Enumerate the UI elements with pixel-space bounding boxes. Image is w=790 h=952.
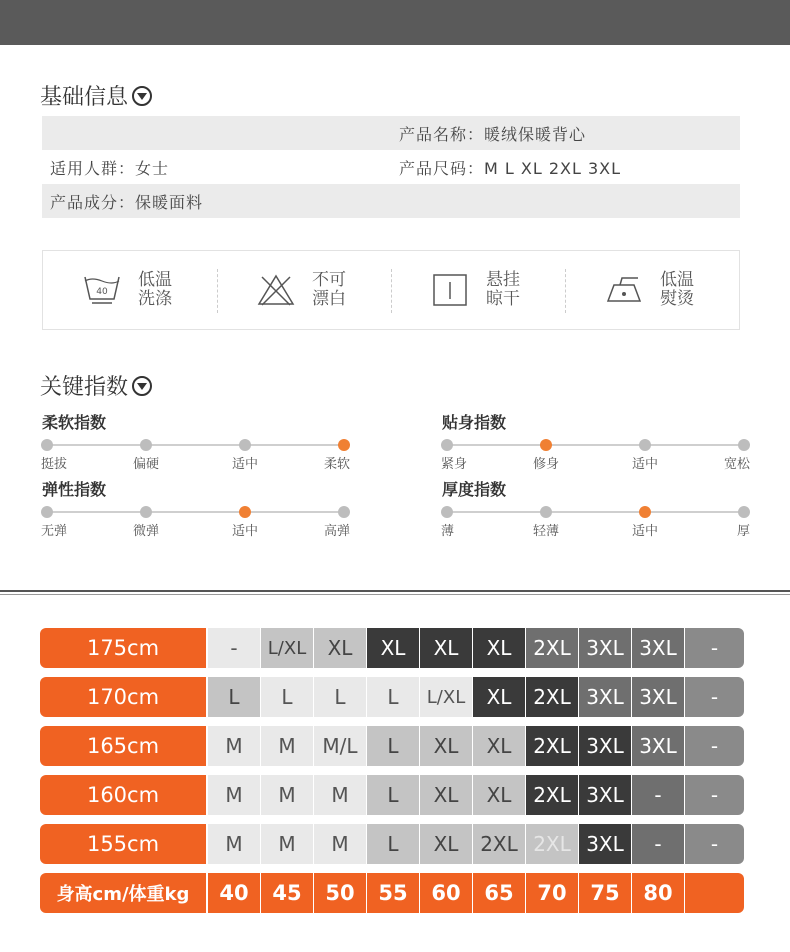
- scale-tick-label: 轻薄: [532, 524, 560, 539]
- scale-tick-label: 适中: [231, 457, 259, 472]
- scale-tick-label: 宽松: [723, 457, 750, 472]
- care-dry: 悬挂晾干: [391, 251, 565, 329]
- scale-dot-selected: [540, 439, 552, 451]
- scale-tick-label: 厚: [736, 524, 750, 539]
- size-cell: L/XL: [261, 628, 313, 668]
- weight-cell: 65: [473, 873, 525, 913]
- size-cell: 2XL: [526, 628, 578, 668]
- scale-track: [447, 444, 744, 446]
- size-cell: XL: [473, 775, 525, 815]
- weight-cell: 50: [314, 873, 366, 913]
- size-row: [40, 824, 746, 864]
- size-cell: XL: [473, 726, 525, 766]
- care-instructions: [42, 250, 740, 330]
- wash-40-icon: [82, 273, 122, 307]
- size-cell: XL: [420, 726, 472, 766]
- svg-text:40: 40: [96, 287, 108, 297]
- basic-info-table: [42, 116, 740, 218]
- weight-cell: 60: [420, 873, 472, 913]
- weight-cell: 40: [208, 873, 260, 913]
- height-weight-label: 身高cm/体重kg: [40, 873, 206, 913]
- size-row: [40, 726, 746, 766]
- weight-cell: 70: [526, 873, 578, 913]
- size-cell: 2XL: [526, 677, 578, 717]
- size-cell: 3XL: [579, 775, 631, 815]
- size-cell: L/XL: [420, 677, 472, 717]
- scale-tick-label: 紧身: [441, 457, 468, 472]
- care-iron: 低温熨烫: [565, 251, 739, 329]
- size-cell: L: [367, 726, 419, 766]
- height-label: 165cm: [40, 726, 206, 766]
- size-cell: M/L: [314, 726, 366, 766]
- weight-cell: 75: [579, 873, 631, 913]
- scale-tick-label: 柔软: [323, 457, 350, 472]
- weight-cell: [685, 873, 744, 913]
- size-cell: 3XL: [632, 726, 684, 766]
- size-cell: 2XL: [526, 824, 578, 864]
- section-divider: [0, 590, 790, 592]
- scale-track: [47, 444, 344, 446]
- size-cell: L: [367, 775, 419, 815]
- top-banner: [0, 0, 790, 45]
- scale-dot: [338, 506, 350, 518]
- thickness-scale: [442, 506, 749, 540]
- size-cell: XL: [473, 628, 525, 668]
- size-cell: 2XL: [526, 775, 578, 815]
- size-cell: -: [632, 775, 684, 815]
- info-row: 适用人群：女士 产品尺码：M L XL 2XL 3XL: [50, 158, 622, 178]
- height-label: 170cm: [40, 677, 206, 717]
- size-cell: M: [261, 726, 313, 766]
- height-label: 175cm: [40, 628, 206, 668]
- size-cell: L: [208, 677, 260, 717]
- size-cell: -: [685, 628, 744, 668]
- scale-tick-label: 适中: [631, 457, 659, 472]
- weight-cell: 80: [632, 873, 684, 913]
- size-cell: -: [208, 628, 260, 668]
- height-label: 155cm: [40, 824, 206, 864]
- size-cell: XL: [473, 677, 525, 717]
- size-cell: XL: [314, 628, 366, 668]
- size-cell: 2XL: [473, 824, 525, 864]
- scale-dot: [441, 506, 453, 518]
- size-cell: 3XL: [579, 628, 631, 668]
- size-row: [40, 677, 746, 717]
- size-cell: 3XL: [632, 677, 684, 717]
- scale-dot: [239, 439, 251, 451]
- scale-tick-label: 薄: [441, 524, 455, 539]
- scale-tick-label: 无弹: [41, 524, 68, 539]
- chevron-down-icon: [132, 86, 152, 106]
- size-cell: L: [367, 824, 419, 864]
- weight-cell: 55: [367, 873, 419, 913]
- scale-tick-label: 高弹: [323, 524, 350, 539]
- scale-tick-label: 修身: [532, 457, 560, 472]
- size-cell: -: [685, 677, 744, 717]
- scale-dot: [41, 439, 53, 451]
- scale-dot: [441, 439, 453, 451]
- elasticity-index: 弹性指数 无弹 微弹 适中 高弹: [41, 480, 350, 539]
- size-row: [40, 628, 746, 668]
- size-cell: L: [367, 677, 419, 717]
- size-cell: M: [314, 775, 366, 815]
- size-cell: XL: [420, 628, 472, 668]
- scale-dot-selected: [639, 506, 651, 518]
- softness-scale: [42, 439, 349, 473]
- size-cell: L: [261, 677, 313, 717]
- size-cell: 3XL: [579, 677, 631, 717]
- scale-tick-label: 偏硬: [132, 457, 160, 472]
- size-cell: M: [208, 824, 260, 864]
- low-iron-icon: [604, 273, 644, 307]
- scale-dot: [41, 506, 53, 518]
- scale-track: [447, 511, 744, 513]
- size-cell: M: [261, 824, 313, 864]
- size-cell: 2XL: [526, 726, 578, 766]
- care-bleach: 不可漂白: [217, 251, 391, 329]
- chevron-down-icon: [132, 376, 152, 396]
- scale-dot: [140, 506, 152, 518]
- size-cell: M: [208, 726, 260, 766]
- thickness-index: 厚度指数 薄 轻薄 适中 厚: [441, 480, 750, 539]
- scale-dot: [738, 506, 750, 518]
- fit-index: 贴身指数 紧身 修身 适中 宽松: [441, 413, 750, 472]
- size-cell: XL: [367, 628, 419, 668]
- size-row: [40, 775, 746, 815]
- scale-dot-selected: [239, 506, 251, 518]
- size-cell: M: [314, 824, 366, 864]
- size-cell: M: [261, 775, 313, 815]
- weight-cell: 45: [261, 873, 313, 913]
- size-cell: 3XL: [579, 824, 631, 864]
- size-cell: -: [685, 726, 744, 766]
- softness-index: 柔软指数 挺拔 偏硬 适中 柔软: [41, 413, 350, 472]
- size-cell: -: [685, 824, 744, 864]
- scale-tick-label: 适中: [631, 524, 659, 539]
- size-cell: 3XL: [579, 726, 631, 766]
- scale-dot: [140, 439, 152, 451]
- scale-dot: [540, 506, 552, 518]
- scale-track: [47, 511, 344, 513]
- key-index-title: 关键指数: [40, 370, 152, 401]
- basic-info-title: 基础信息: [40, 80, 152, 111]
- size-cell: -: [632, 824, 684, 864]
- size-chart: [40, 628, 746, 913]
- size-cell: L: [314, 677, 366, 717]
- info-row: 产品名称：暖绒保暖背心: [42, 116, 740, 150]
- scale-dot: [738, 439, 750, 451]
- section-divider: [0, 594, 790, 595]
- scale-tick-label: 微弹: [132, 524, 160, 539]
- care-wash: 40 低温洗涤: [43, 251, 217, 329]
- size-cell: XL: [420, 824, 472, 864]
- size-cell: -: [685, 775, 744, 815]
- fit-scale: [442, 439, 749, 473]
- scale-tick-label: 挺拔: [41, 457, 68, 472]
- size-cell: 3XL: [632, 628, 684, 668]
- size-cell: M: [208, 775, 260, 815]
- no-bleach-icon: [256, 273, 296, 307]
- scale-dot: [639, 439, 651, 451]
- size-cell: XL: [420, 775, 472, 815]
- weight-row: [40, 873, 746, 913]
- scale-dot-selected: [338, 439, 350, 451]
- elasticity-scale: [42, 506, 349, 540]
- height-label: 160cm: [40, 775, 206, 815]
- info-row: 产品成分：保暖面料: [42, 184, 740, 218]
- hang-dry-icon: [430, 273, 470, 307]
- scale-tick-label: 适中: [231, 524, 259, 539]
